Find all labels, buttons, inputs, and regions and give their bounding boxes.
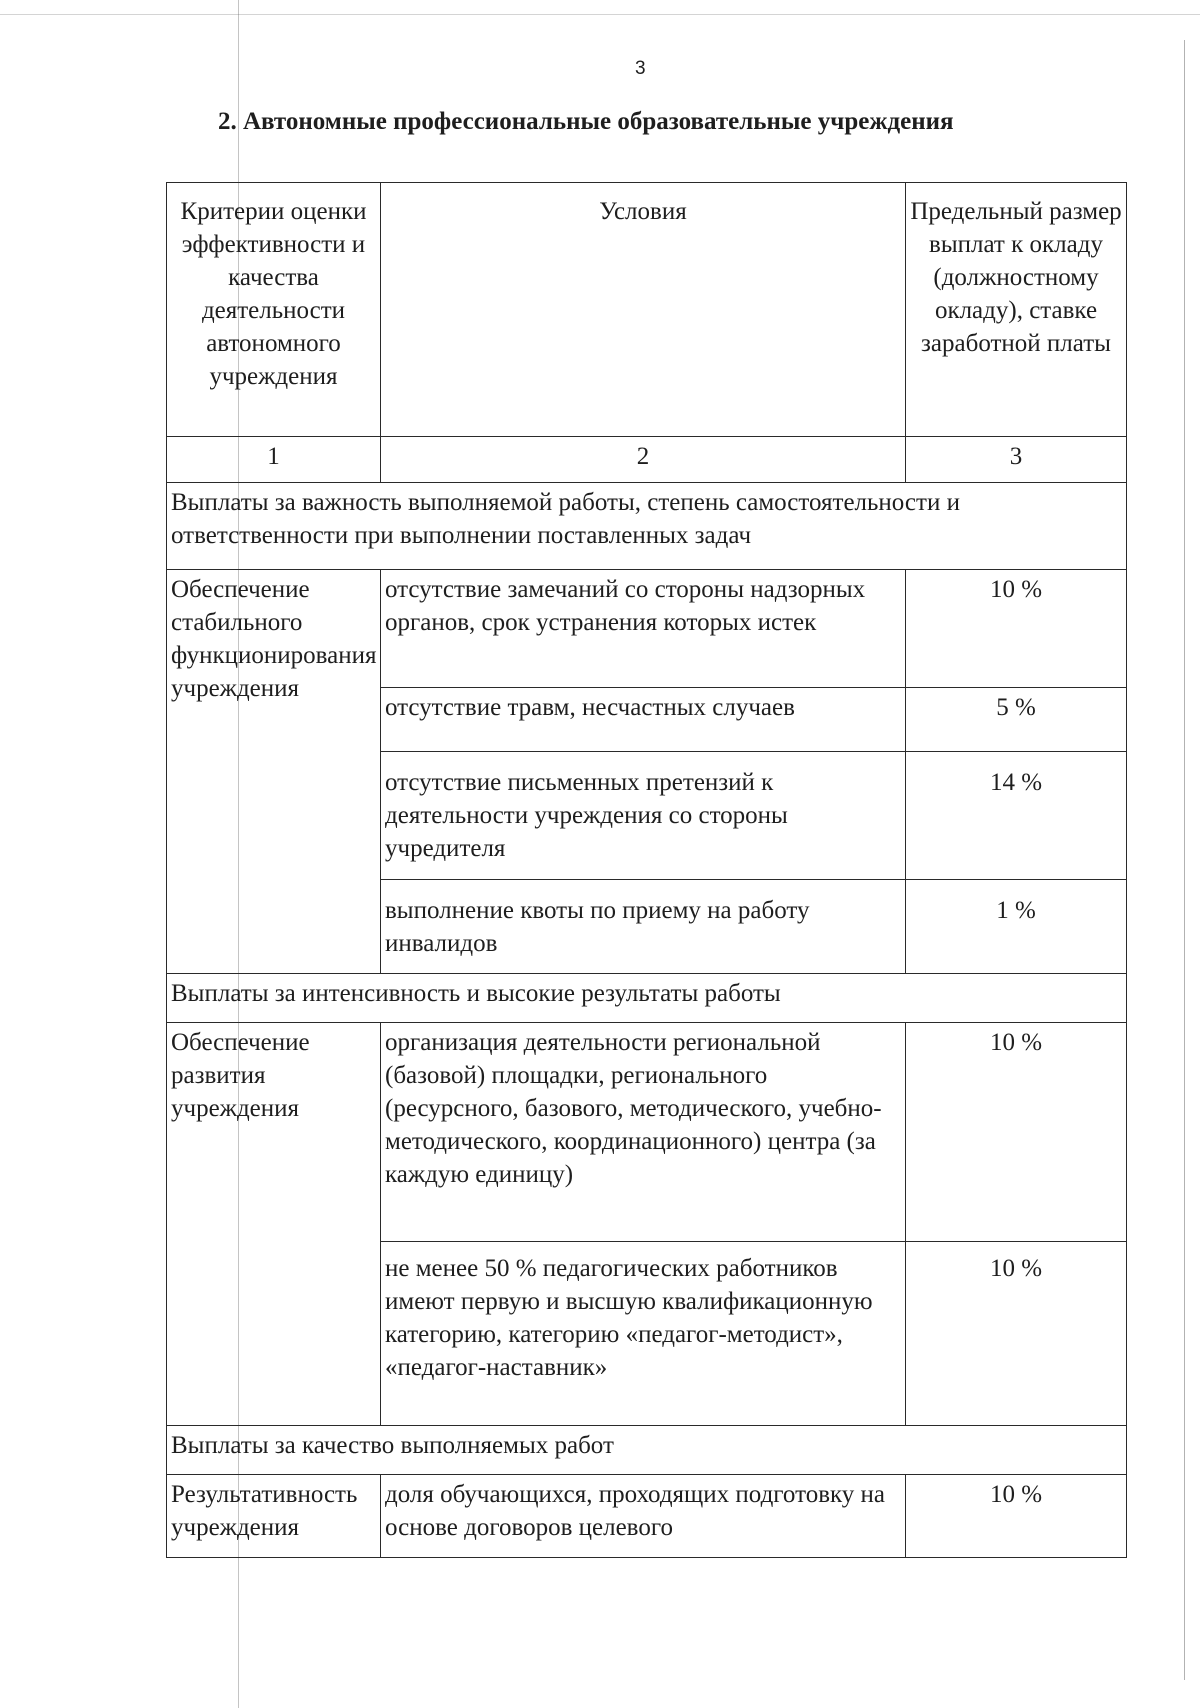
value-cell: 1 % <box>906 880 1127 974</box>
table-header-row <box>167 183 1127 437</box>
table-row <box>167 570 1127 688</box>
condition-cell: доля обучающихся, проходящих подготовку на основе договоров целевого <box>381 1475 906 1558</box>
column-number-2: 2 <box>381 437 906 483</box>
section-title: Выплаты за важность выполняемой работы, степень самостоятельности и ответственности при выполнении поставленных задач <box>167 483 1127 570</box>
header-criteria: Критерии оценки эффективности и качества деятельности автономного учреждения <box>167 183 381 437</box>
column-number-row <box>167 437 1127 483</box>
column-number-3: 3 <box>906 437 1127 483</box>
criterion-cell: Обеспечение развития учреждения <box>167 1023 381 1426</box>
table-row <box>167 1475 1127 1558</box>
page-number: 3 <box>635 58 646 79</box>
criteria-table <box>166 182 1127 1558</box>
section-title: Выплаты за интенсивность и высокие результаты работы <box>167 974 1127 1023</box>
scan-top-line <box>0 14 1200 15</box>
header-limit: Предельный размер выплат к окладу (должностному окладу), ставке заработной платы <box>906 183 1127 437</box>
value-cell: 10 % <box>906 1475 1127 1558</box>
value-cell: 10 % <box>906 570 1127 688</box>
condition-cell: отсутствие травм, несчастных случаев <box>381 688 906 752</box>
header-conditions: Условия <box>381 183 906 437</box>
section-title: Выплаты за качество выполняемых работ <box>167 1426 1127 1475</box>
criterion-cell: Результативность учреждения <box>167 1475 381 1558</box>
condition-cell: не менее 50 % педагогических работников имеют первую и высшую квалификационную категорию, категорию «педагог-методист», «педагог-наставник» <box>381 1242 906 1426</box>
value-cell: 10 % <box>906 1242 1127 1426</box>
section-row <box>167 974 1127 1023</box>
section-row <box>167 483 1127 570</box>
scan-margin-line-right <box>1184 40 1185 1680</box>
condition-cell: отсутствие письменных претензий к деятельности учреждения со стороны учредителя <box>381 752 906 880</box>
condition-cell: выполнение квоты по приему на работу инвалидов <box>381 880 906 974</box>
table-row <box>167 1023 1127 1242</box>
condition-cell: отсутствие замечаний со стороны надзорных органов, срок устранения которых истек <box>381 570 906 688</box>
condition-cell: организация деятельности региональной (базовой) площадки, регионального (ресурсного, базового, методического, учебно-методического, координационного) центра (за каждую единицу) <box>381 1023 906 1242</box>
section-row <box>167 1426 1127 1475</box>
value-cell: 5 % <box>906 688 1127 752</box>
criterion-cell: Обеспечение стабильного функционирования учреждения <box>167 570 381 974</box>
value-cell: 10 % <box>906 1023 1127 1242</box>
column-number-1: 1 <box>167 437 381 483</box>
document-title: 2. Автономные профессиональные образовательные учреждения <box>218 108 954 135</box>
value-cell: 14 % <box>906 752 1127 880</box>
